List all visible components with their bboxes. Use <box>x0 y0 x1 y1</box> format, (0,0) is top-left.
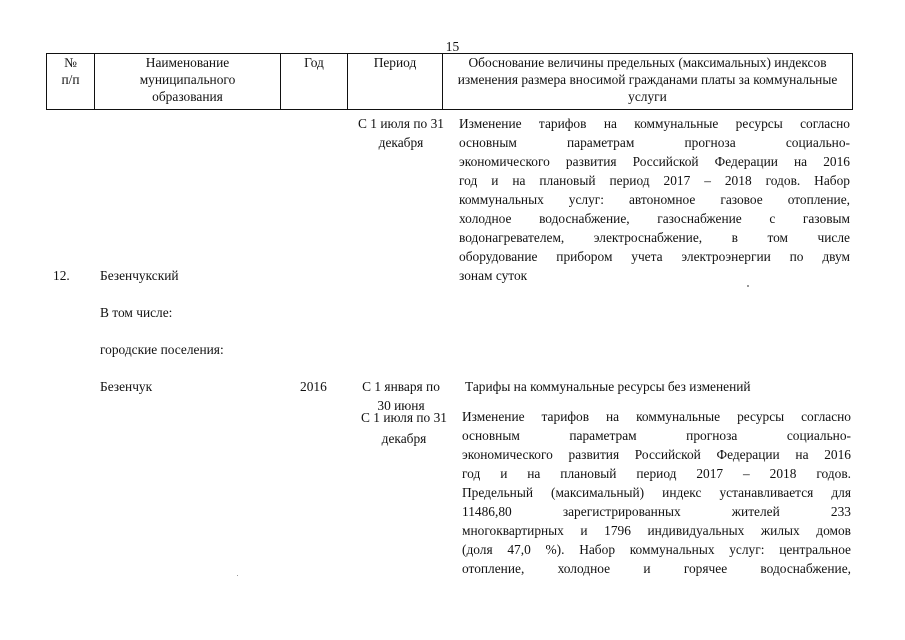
reason-line: отопление, холодное и горячее водоснабжение, <box>462 561 851 576</box>
reason-line: экономического развития Российской Федерации на 2016 <box>462 447 851 462</box>
header-reason: Обоснование величины предельных (максимальных) индексов изменения размера вносимой гражданами платы за коммунальные услуги <box>443 54 853 110</box>
header-year: Год <box>281 54 348 110</box>
reason-line: 11486,80 зарегистрированных жителей 233 <box>462 504 851 519</box>
period-cont: С 1 июля по 31 декабря <box>358 116 444 150</box>
reason-line: Изменение тарифов на коммунальные ресурсы согласно <box>459 116 850 131</box>
urban-settlements-label: городские поселения: <box>100 342 224 357</box>
reason-line: экономического развития Российской Федерации на 2016 <box>459 154 850 169</box>
reason-1: Тарифы на коммунальные ресурсы без изменений <box>465 379 751 394</box>
period-2: С 1 июля по 31 декабря <box>361 410 447 446</box>
reason-line: водонагревателем, электроснабжение, в том числе <box>459 230 850 245</box>
period-1: С 1 января по 30 июня <box>362 379 440 413</box>
reason-line: зонам суток <box>459 268 528 283</box>
reason-line: Изменение тарифов на коммунальные ресурсы согласно <box>462 409 851 424</box>
page-number: 15 <box>445 39 460 54</box>
reason-line: многоквартирных и 1796 индивидуальных жилых домов <box>462 523 851 538</box>
reason-line: год и на плановый период 2017 – 2018 годов. Набор <box>459 173 850 188</box>
reason-line: Предельный (максимальный) индекс устанавливается для <box>462 485 851 500</box>
header-name: Наименование муниципального образования <box>95 54 281 110</box>
reason-line: основным параметрам прогноза социально- <box>462 428 851 443</box>
settlement-name: Безенчук <box>100 379 153 394</box>
reason-line: год и на плановый период 2017 – 2018 годов. <box>462 466 851 481</box>
row-number-12: 12. <box>53 268 70 283</box>
reason-line: холодное водоснабжение, газоснабжение с газовым <box>459 211 850 226</box>
municipality-name: Безенчукский <box>100 268 179 283</box>
reason-line: оборудование прибором учета электроэнергии по двум <box>459 249 850 264</box>
scan-speck <box>747 285 749 287</box>
including-label: В том числе: <box>100 305 173 320</box>
scan-speck <box>237 575 238 576</box>
header-number: № п/п <box>47 54 95 110</box>
reason-cont <box>459 114 850 285</box>
settlement-year: 2016 <box>300 379 327 394</box>
header-period: Период <box>348 54 443 110</box>
table-header <box>46 53 853 110</box>
reason-line: основным параметрам прогноза социально- <box>459 135 850 150</box>
reason-line: (доля 47,0 %). Набор коммунальных услуг: центральное <box>462 542 851 557</box>
reason-line: коммунальных услуг: автономное газовое отопление, <box>459 192 850 207</box>
reason-2 <box>462 407 851 578</box>
